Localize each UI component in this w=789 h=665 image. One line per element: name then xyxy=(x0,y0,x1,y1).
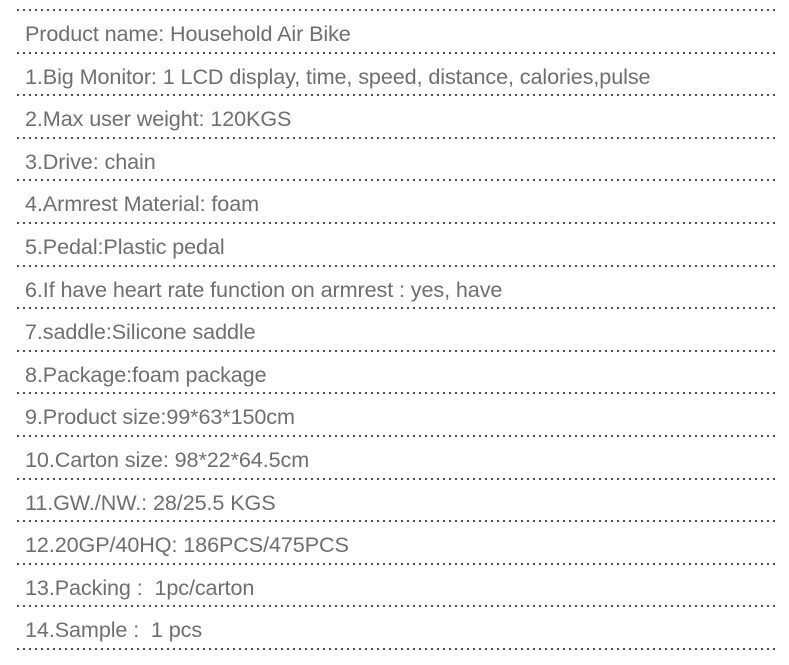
spec-row-packing xyxy=(17,565,775,608)
spec-row-text: 9.Product size:99*63*150cm xyxy=(25,404,295,430)
spec-row-product-size xyxy=(17,394,775,437)
spec-row-text: 7.saddle:Silicone saddle xyxy=(25,319,256,345)
spec-row-text: 14.Sample : 1 pcs xyxy=(25,617,203,643)
spec-row-text: 6.If have heart rate function on armrest : yes, have xyxy=(25,276,503,302)
spec-row-sample xyxy=(17,607,775,650)
spec-row-monitor xyxy=(17,54,775,97)
product-spec-list xyxy=(17,9,775,650)
spec-row-max-user-weight xyxy=(17,96,775,139)
spec-row-container-qty xyxy=(17,522,775,565)
spec-row-text: 4.Armrest Material: foam xyxy=(25,191,259,217)
spec-row-carton-size xyxy=(17,437,775,480)
spec-row-text: 12.20GP/40HQ: 186PCS/475PCS xyxy=(25,532,349,558)
spec-row-text: 10.Carton size: 98*22*64.5cm xyxy=(25,446,310,472)
spec-row-drive xyxy=(17,139,775,182)
spec-row-text: 8.Package:foam package xyxy=(25,361,267,387)
spec-row-text: Product name: Household Air Bike xyxy=(25,21,351,46)
spec-row-text: 5.Pedal:Plastic pedal xyxy=(25,233,225,259)
spec-row-text: 13.Packing : 1pc/carton xyxy=(25,574,255,600)
spec-row-text: 11.GW./NW.: 28/25.5 KGS xyxy=(25,489,276,515)
spec-row-pedal xyxy=(17,224,775,267)
spec-row-armrest-material xyxy=(17,181,775,224)
spec-row-text: 2.Max user weight: 120KGS xyxy=(25,106,292,132)
spec-row-text: 3.Drive: chain xyxy=(25,148,156,174)
spec-row-gw-nw xyxy=(17,480,775,523)
spec-row-text: 1.Big Monitor: 1 LCD display, time, speed, distance, calories,pulse xyxy=(25,63,651,89)
spec-row-package xyxy=(17,352,775,395)
spec-row-product-name xyxy=(17,11,775,54)
spec-row-heart-rate xyxy=(17,267,775,310)
spec-row-saddle xyxy=(17,309,775,352)
